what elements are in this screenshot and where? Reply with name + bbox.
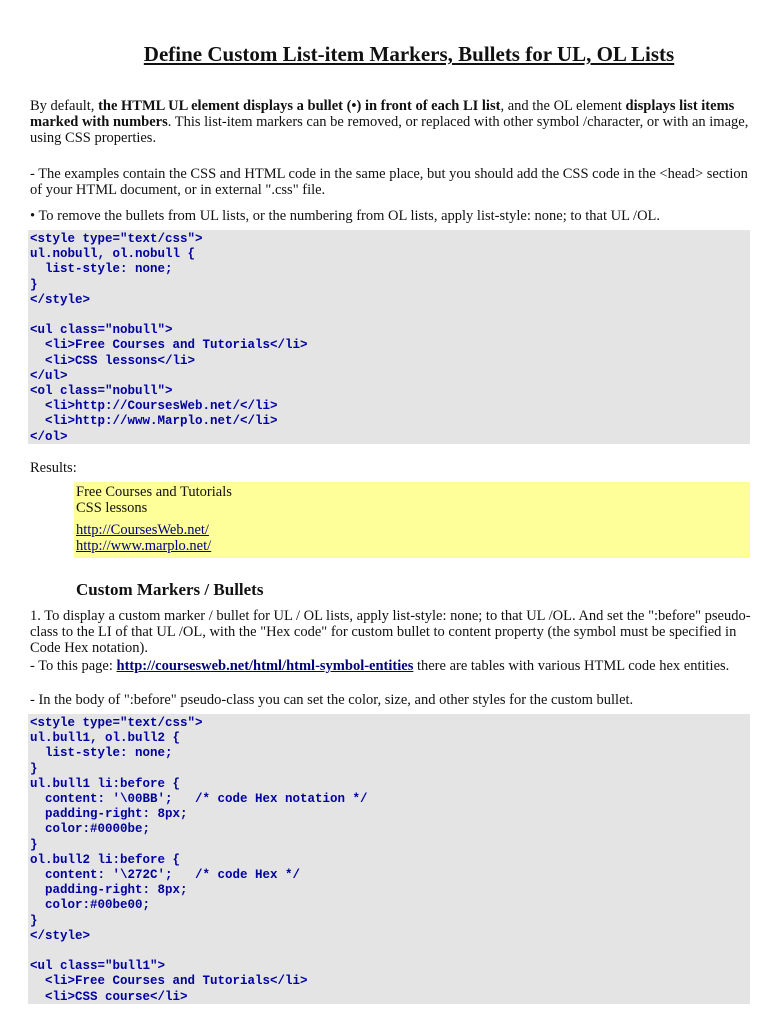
results-label: Results: [30,460,77,476]
results-box [74,482,750,558]
to-page-paragraph [30,658,752,674]
remove-bullets-paragraph: • To remove the bullets from UL lists, or the numbering from OL lists, apply list-style: none; to that UL /OL. [30,208,661,224]
intro-bold-2: displays list items marked with numbers [30,98,735,130]
list-item: Free Courses and Tutorials [76,484,232,500]
intro-text-3: . This list-item markers can be removed, or replaced with other symbol /character, or with an image, using CSS properties. [30,114,749,146]
link-coursesweb[interactable]: http://CoursesWeb.net/ [76,522,209,538]
results-ul [76,484,748,516]
intro-paragraph [30,98,752,146]
list-item [76,538,748,554]
results-ol [76,522,748,554]
intro-text-2: , and the OL element [500,98,626,114]
list-item: CSS lessons [76,500,148,516]
note-paragraph: - The examples contain the CSS and HTML code in the same place, but you should add the CSS code in the <head> section of your HTML document, or in external ".css" file. [30,166,748,198]
to-page-suffix: there are tables with various HTML code hex entities. [413,658,730,674]
intro-text-1: By default, [30,98,99,114]
symbol-entities-link[interactable]: http://coursesweb.net/html/html-symbol-entities [116,658,414,674]
link-marplo[interactable]: http://www.marplo.net/ [76,538,212,554]
section-title: Custom Markers / Bullets [76,580,264,599]
code-block-1: <style type="text/css"> ul.nobull, ol.nobull { list-style: none; } </style> <ul class="nobull"> <li>Free Courses and Tutorials</li> <li>CSS lessons</li> </ul> <ol class="nobull"> <li>http://CoursesWeb.net/</li> <li>http://www.Marplo.net/</li> </ol> [28,230,750,444]
intro-bold-1: the HTML UL element displays a bullet (•) in front of each LI list [98,98,501,114]
page-title: Define Custom List-item Markers, Bullets for UL, OL Lists [143,42,675,66]
before-note-paragraph: - In the body of ":before" pseudo-class you can set the color, size, and other styles for the custom bullet. [30,692,634,708]
list-item [76,522,748,538]
to-page-prefix: - To this page: [30,658,117,674]
code-block-2: <style type="text/css"> ul.bull1, ol.bull2 { list-style: none; } ul.bull1 li:before { content: '\00BB'; /* code Hex notation */ padding-right: 8px; color:#0000be; } ol.bull2 li:before { content: '\272C'; /* code Hex */ padding-right: 8px; color:#00be00; } </style> <ul class="bull1"> <li>Free Courses and Tutorials</li> <li>CSS course</li> [28,714,750,1004]
step1-paragraph: 1. To display a custom marker / bullet for UL / OL lists, apply list-style: none; to that UL /OL. And set the ":before" pseudo-class to the LI of that UL /OL, with the "Hex code" for custom bullet to content property (the symbol must be specified in Code Hex notation). [30,608,751,656]
